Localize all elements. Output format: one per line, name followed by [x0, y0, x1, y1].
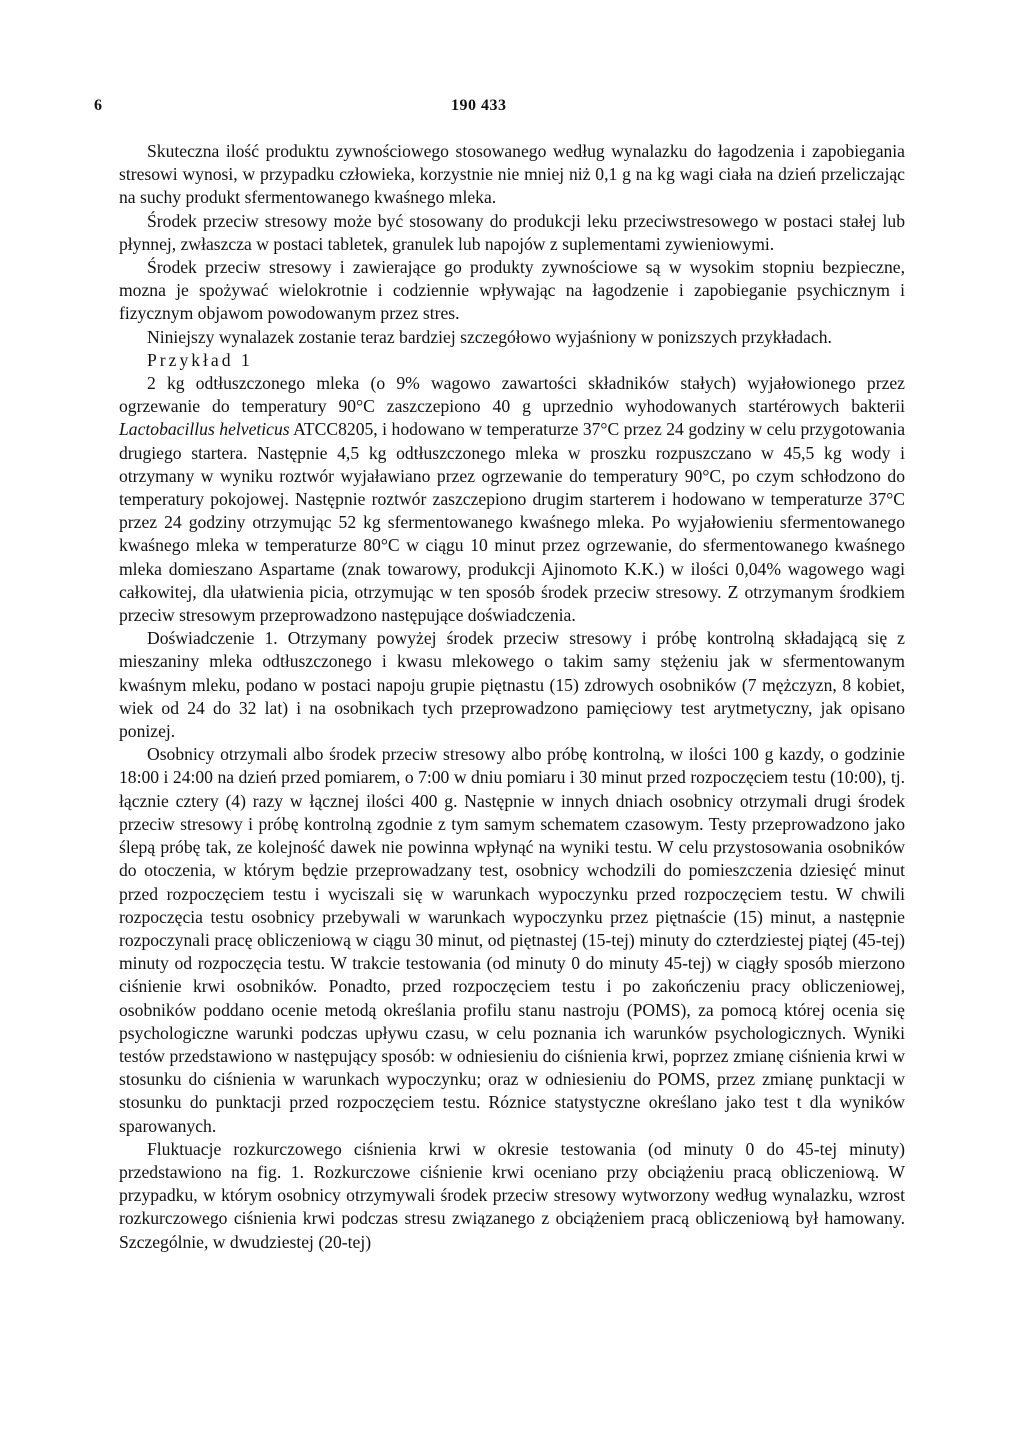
- example-text-before: 2 kg odtłuszczonego mleka (o 9% wagowo zawartości składników stałych) wyjałowionego przez ogrzewanie do temperatury 90°C zaszczepiono 40 g uprzednio wyhodowanych startérowych bakterii: [119, 373, 905, 417]
- paragraph: Osobnicy otrzymali albo środek przeciw stresowy albo próbę kontrolną, w ilości 100 g kazdy, o godzinie 18:00 i 24:00 na dzień przed pomiarem, o 7:00 w dniu pomiaru i 30 minut przed rozpoczęciem testu (10:00), tj. łącznie cztery (4) razy w łącznej ilości 400 g. Następnie w innych dniach osobnicy otrzymali drugi środek przeciw stresowy i próbę kontrolną zgodnie z tym samym schematem czasowym. Testy przeprowadzono jako ślepą próbę tak, ze kolejność dawek nie powinna wpłynąć na wyniki testu. W celu przystosowania osobników do otoczenia, w którym będzie przeprowadzany test, osobnicy wchodzili do pomieszczenia dziesięć minut przed rozpoczęciem testu i wyciszali się w warunkach wypoczynku przed rozpoczęciem testu. W chwili rozpoczęcia testu osobnicy przebywali w warunkach wypoczynku przez piętnaście (15) minut, a następnie rozpoczynali pracę obliczeniową w ciągu 30 minut, od piętnastej (15-tej) minuty do czterdziestej piątej (45-tej) minuty od rozpoczęcia testu. W trakcie testowania (od minuty 0 do minuty 45-tej) w ciągły sposób mierzono ciśnienie krwi osobników. Ponadto, przed rozpoczęciem testu i po zakończeniu pracy obliczeniowej, osobników poddano ocenie metodą określania profilu stanu nastroju (POMS), za pomocą której ocenia się psychologiczne warunki podczas upływu czasu, w celu poznania ich warunków psychologicznych. Wyniki testów przedstawiono w następujący sposób: w odniesieniu do ciśnienia krwi, poprzez zmianę ciśnienia krwi w stosunku do ciśnienia w warunkach wypoczynku; oraz w odniesieniu do POMS, przez zmianę punktacji w stosunku do punktacji przed rozpoczęciem testu. Róznice statystyczne określano jako test t dla wyników sparowanych.: [119, 744, 905, 1136]
- paragraph: Środek przeciw stresowy może być stosowany do produkcji leku przeciwstresowego w postaci stałej lub płynnej, zwłaszcza w postaci tabletek, granulek lub napojów z suplementami zywieniowymi.: [119, 210, 905, 254]
- paragraph: Niniejszy wynalazek zostanie teraz bardziej szczegółowo wyjaśniony w ponizszych przykładach.: [147, 326, 832, 347]
- example-text-after: ATCC8205, i hodowano w temperaturze 37°C przez 24 godziny w celu przygotowania drugiego startera. Następnie 4,5 kg odtłuszczonego mleka w proszku rozpuszczano w 45,5 kg wody i otrzymany w wyniku roztwór wyjaławiano przez ogrzewanie do temperatury 90°C, po czym schłodzono do temperatury pokojowej. Następnie roztwór zaszczepiono drugim starterem i hodowano w temperaturze 37°C przez 24 godziny otrzymując 52 kg sfermentowanego kwaśnego mleka. Po wyjałowieniu sfermentowanego kwaśnego mleka w temperaturze 80°C w ciągu 10 minut przez ogrzewanie, do sfermentowanego kwaśnego mleka domieszano Aspartame (znak towarowy, produkcji Ajinomoto K.K.) w ilości 0,04% wagowego wagi całkowitej, dla ułatwienia picia, otrzymując w ten sposób środek przeciw stresowy. Z otrzymanym środkiem przeciw stresowym przeprowadzono następujące doświadczenia.: [119, 419, 906, 626]
- paragraph: Skuteczna ilość produktu zywnościowego stosowanego według wynalazku do łagodzenia i zapobiegania stresowi wynosi, w przypadku człowieka, korzystnie nie mniej niż 0,1 g na kg wagi ciała na dzień przeliczając na suchy produkt sfermentowanego kwaśnego mleka.: [119, 141, 905, 208]
- species-name: Lactobacillus helveticus: [119, 419, 290, 440]
- page-number: 6: [94, 97, 102, 114]
- paragraph: Fluktuacje rozkurczowego ciśnienia krwi w okresie testowania (od minuty 0 do 45-tej minuty) przedstawiono na fig. 1. Rozkurczowe ciśnienie krwi oceniano przy obciążeniu pracą obliczeniową. W przypadku, w którym osobnicy otrzymywali środek przeciw stresowy wytworzony według wynalazku, wzrost rozkurczowego ciśnienia krwi podczas stresu związanego z obciążeniem pracą obliczeniową był hamowany. Szczególnie, w dwudziestej (20-tej): [119, 1138, 905, 1252]
- example-paragraph: [119, 372, 905, 627]
- paragraph: Doświadczenie 1. Otrzymany powyżej środek przeciw stresowy i próbę kontrolną składającą się z mieszaniny mleka odtłuszczonego i kwasu mlekowego o takim samy stężeniu jak w sfermentowanym kwaśnym mleku, podano w postaci napoju grupie piętnastu (15) zdrowych osobników (7 mężczyzn, 8 kobiet, wiek od 24 do 32 lat) i na osobnikach tych przeprowadzono pamięciowy test arytmetyczny, jak opisano ponizej.: [119, 628, 905, 742]
- example-heading: Przykład 1: [147, 349, 253, 370]
- document-body: [119, 140, 905, 1254]
- document-number: 190 433: [451, 97, 507, 114]
- paragraph: Środek przeciw stresowy i zawierające go produkty zywnościowe są w wysokim stopniu bezpieczne, mozna je spożywać wielokrotnie i codziennie wpływając na łagodzenie i zapobieganie psychicznym i fizycznym objawom powodowanym przez stres.: [119, 257, 905, 324]
